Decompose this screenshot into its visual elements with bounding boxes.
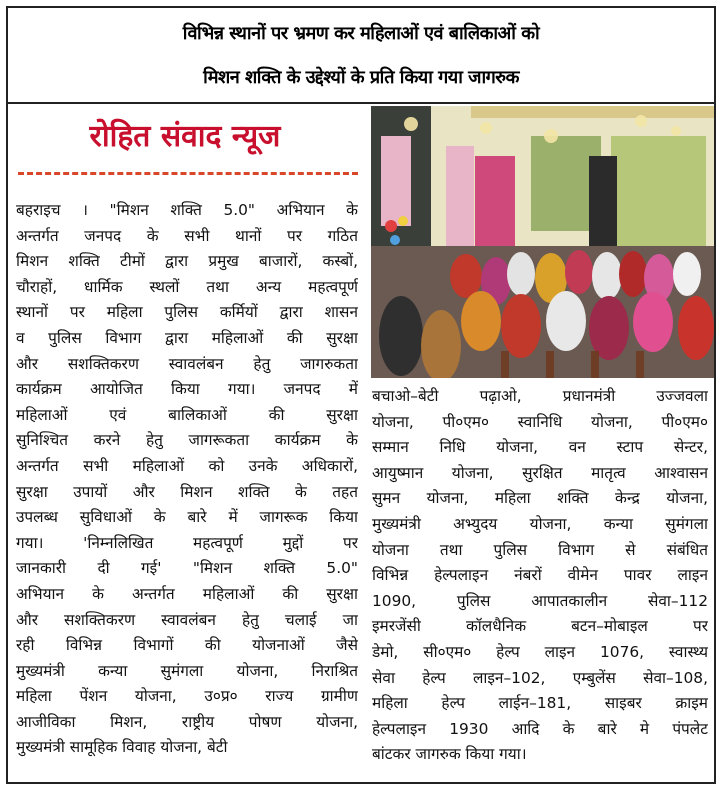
article-line: सुनिश्चित करने हेतु जागरूकता कार्यक्रम के — [16, 431, 358, 450]
article-line: महिलाओं एवं बालिकाओं की सुरक्षा — [16, 405, 358, 424]
article-line: आजीविका मिशन, राष्ट्रीय पोषण योजना, — [16, 712, 358, 731]
article-line: आयुष्मान योजना, सुरक्षित मातृत्व आश्वासन — [372, 463, 708, 482]
article-line: 1090, पुलिस आपातकालीन सेवा–112 — [372, 591, 708, 610]
article-line: व पुलिस विभाग द्वारा महिलाओं की सुरक्षा — [16, 328, 358, 347]
article-line: मुख्यमंत्री अभ्युदय योजना, कन्या सुमंगला — [372, 514, 708, 533]
masthead — [10, 114, 360, 162]
article-left-column — [16, 198, 358, 761]
article-line: उपलब्ध सुविधाओं के बारे में जागरूक किया — [16, 508, 358, 527]
article-line: कार्यक्रम आयोजित किया गया। जनपद में — [16, 380, 358, 399]
headline-line-1: विभिन्न स्थानों पर भ्रमण कर महिलाओं एवं बालिकाओं को — [182, 23, 540, 44]
headline-line-2: मिशन शक्ति के उद्देश्यों के प्रति किया गया जागरुक — [203, 67, 519, 88]
article-line: विभिन्न हेल्पलाइन नंबरों वीमेन पावर लाइन — [372, 566, 708, 585]
article-line: योजना, पी०एम० स्वानिधि योजना, पी०एम० — [372, 412, 708, 431]
article-line: योजना तथा पुलिस विभाग से संबंधित — [372, 540, 708, 559]
article-line: और सशक्तिकरण स्वावलंबन हेतु जागरुकता — [16, 354, 358, 373]
article-line: चौराहों, धार्मिक स्थलों तथा अन्य महत्वपूर्ण — [16, 277, 358, 296]
article-line: बचाओ–बेटी पढ़ाओ, प्रधानमंत्री उज्जवला — [372, 387, 708, 405]
article-line: हेल्पलाइन 1930 आदि के बारे मे पंपलेट — [372, 719, 708, 738]
article-line: बहराइच । "मिशन शक्ति 5.0" अभियान के — [16, 201, 358, 219]
article-line: सुरक्षा उपायों और मिशन शक्ति के तहत — [16, 482, 358, 501]
article-right-column — [372, 384, 708, 768]
headline-box — [8, 8, 714, 104]
article-line: सम्मान निधि योजना, वन स्टाप सेन्टर, — [372, 438, 708, 457]
article-line: अन्तर्गत जनपद के सभी थानों पर गठित — [16, 226, 358, 245]
article-line: महिला पेंशन योजना, उ०प्र० राज्य ग्रामीण — [16, 687, 358, 706]
article-line: गया। 'निम्नलिखित महत्वपूर्ण मुद्दों पर — [16, 533, 358, 552]
article-line: मिशन शक्ति टीमों द्वारा प्रमुख बाजारों, कस्बों, — [16, 252, 358, 271]
article-line: मुख्यमंत्री सामूहिक विवाह योजना, बेटी — [16, 738, 228, 757]
article-line: सुमन योजना, महिला शक्ति केन्द्र योजना, — [372, 489, 708, 508]
article-line: अन्तर्गत सभी महिलाओं को उनके अधिकारों, — [16, 456, 358, 475]
article-line: बांटकर जागरुक किया गया। — [372, 745, 527, 764]
article-line: स्थानों पर महिला पुलिस कर्मियों द्वारा शासन — [16, 303, 358, 322]
article-line: और सशक्तिकरण स्वावलंबन हेतु चलाई जा — [16, 610, 358, 629]
photo-illustration — [371, 106, 714, 378]
article-line: अभियान के अन्तर्गत महिलाओं की सुरक्षा — [16, 584, 358, 603]
article-line: जानकारी दी गई' "मिशन शक्ति 5.0" — [16, 559, 358, 578]
article-line: मुख्यमंत्री कन्या सुमंगला योजना, निराश्रित — [16, 661, 358, 680]
article-line: महिला हेल्प लाईन–181, साइबर क्राइम — [372, 694, 708, 713]
brand-name: रोहित संवाद न्यूज — [89, 119, 281, 154]
dashed-separator — [18, 172, 358, 175]
headline — [8, 8, 714, 100]
article-line: इमरजेंसी कॉलधैनिक बटन–मोबाइल पर — [372, 617, 708, 636]
article-line: रही विभिन्न विभागों की योजनाओं जैसे — [16, 636, 358, 655]
article-line: सेवा हेल्प लाइन–102, एम्बुलेंस सेवा–108, — [372, 668, 708, 687]
article-line: डेमो, सी०एम० हेल्प लाइन 1076, स्वास्थ्य — [372, 642, 708, 661]
event-photo — [371, 106, 714, 378]
